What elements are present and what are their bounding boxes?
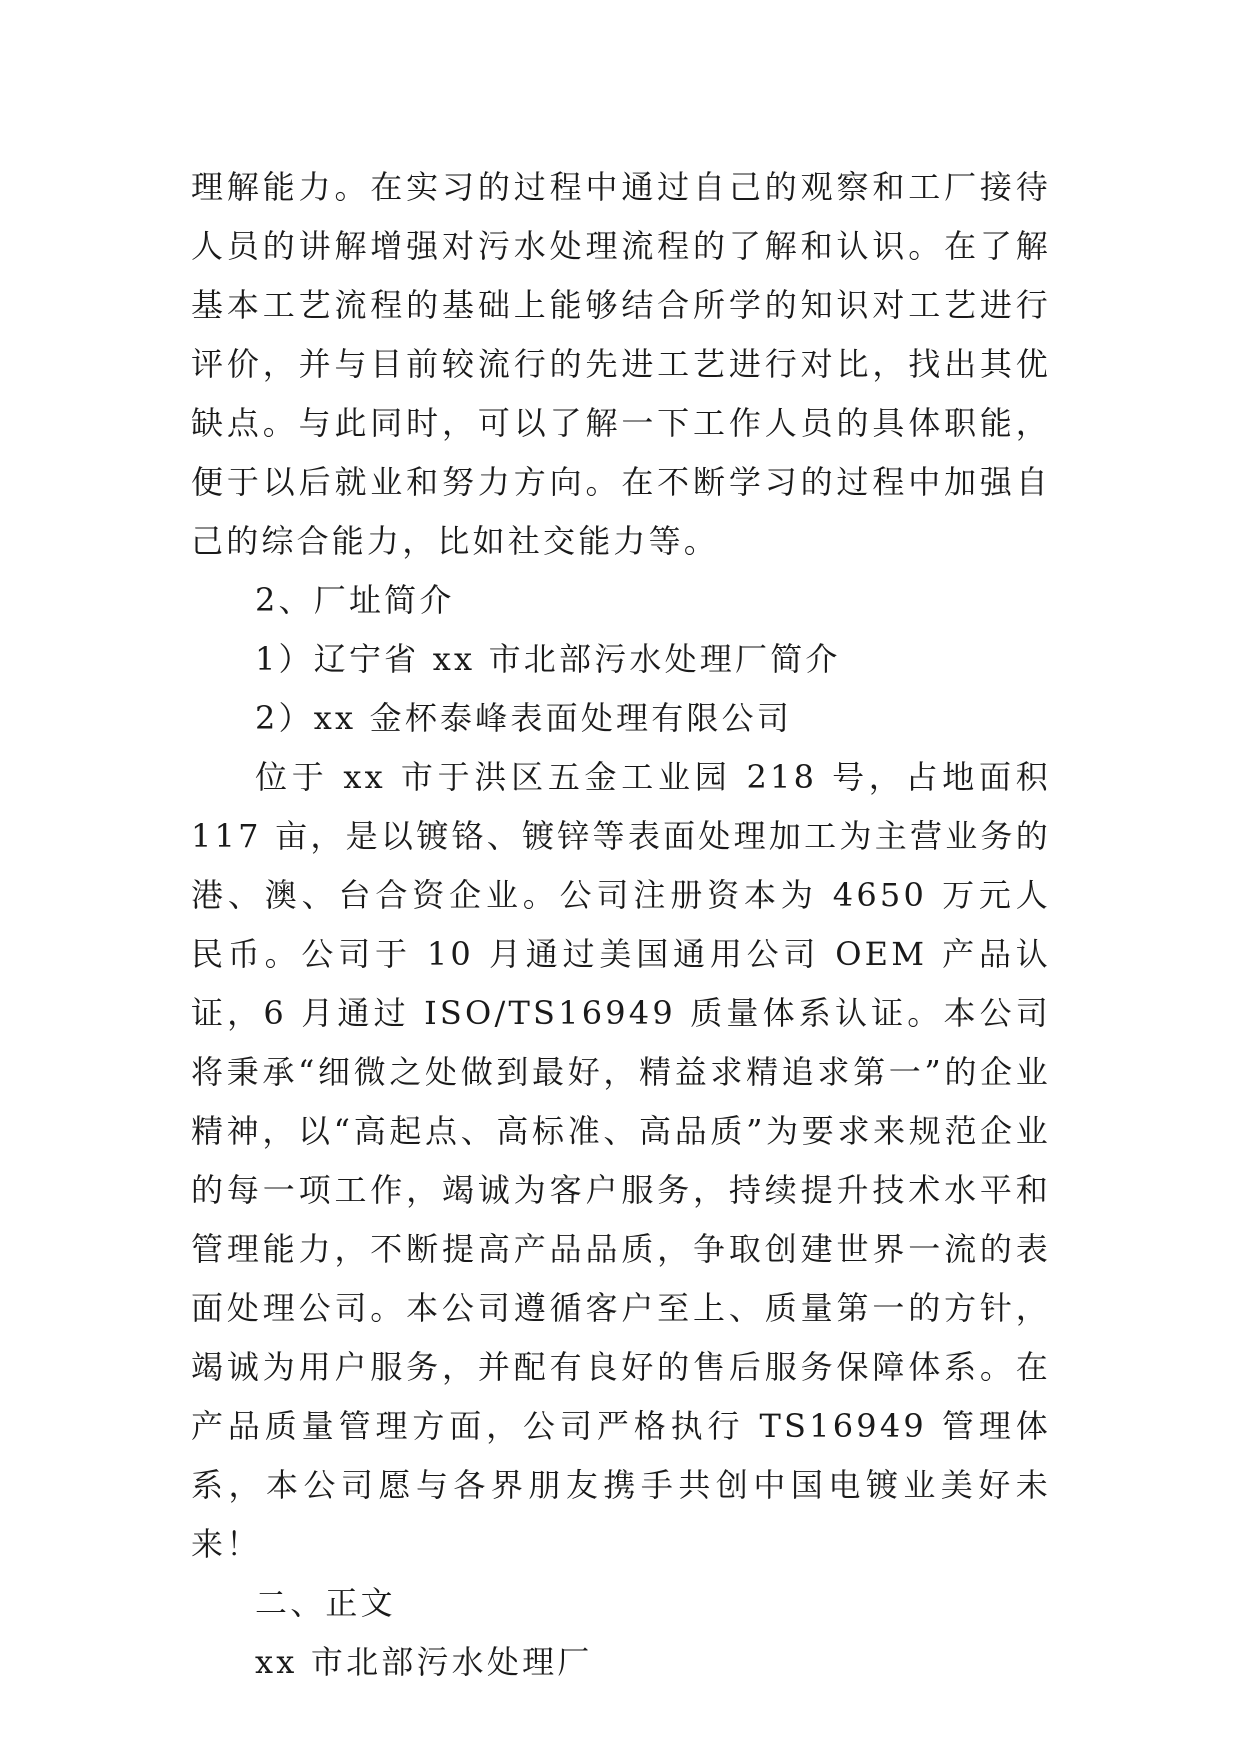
subsection-heading-north-plant: 1）辽宁省 xx 市北部污水处理厂简介: [255, 640, 841, 678]
document-page: [191, 158, 1051, 1692]
section-heading-main-body: 二、正文: [255, 1584, 396, 1622]
intro-continuation-paragraph: 理解能力。在实习的过程中通过自己的观察和工厂接待人员的讲解增强对污水处理流程的了解和认识。在了解基本工艺流程的基础上能够结合所学的知识对工艺进行评价，并与目前较流行的先进工艺进行对比，找出其优缺点。与此同时，可以了解一下工作人员的具体职能，便于以后就业和努力方向。在不断学习的过程中加强自己的综合能力，比如社交能力等。: [191, 168, 1051, 560]
plant-name-line: xx 市北部污水处理厂: [255, 1643, 593, 1681]
section-heading-site-intro: 2、厂址简介: [255, 581, 455, 619]
subsection-heading-jinbei-company: 2）xx 金杯泰峰表面处理有限公司: [255, 699, 793, 737]
company-description-paragraph: 位于 xx 市于洪区五金工业园 218 号，占地面积 117 亩，是以镀铬、镀锌等表面处理加工为主营业务的港、澳、台合资企业。公司注册资本为 4650 万元人民币。公司于 10 月通过美国通用公司 OEM 产品认证，6 月通过 ISO/TS16949 质量体系认证。本公司将秉承“细微之处做到最好，精益求精追求第一”的企业精神，以“高起点、高标准、高品质”为要求来规范企业的每一项工作，竭诚为客户服务，持续提升技术水平和管理能力，不断提高产品品质，争取创建世界一流的表面处理公司。本公司遵循客户至上、质量第一的方针，竭诚为用户服务，并配有良好的售后服务保障体系。在产品质量管理方面，公司严格执行 TS16949 管理体系，本公司愿与各界朋友携手共创中国电镀业美好未来！: [191, 758, 1051, 1563]
